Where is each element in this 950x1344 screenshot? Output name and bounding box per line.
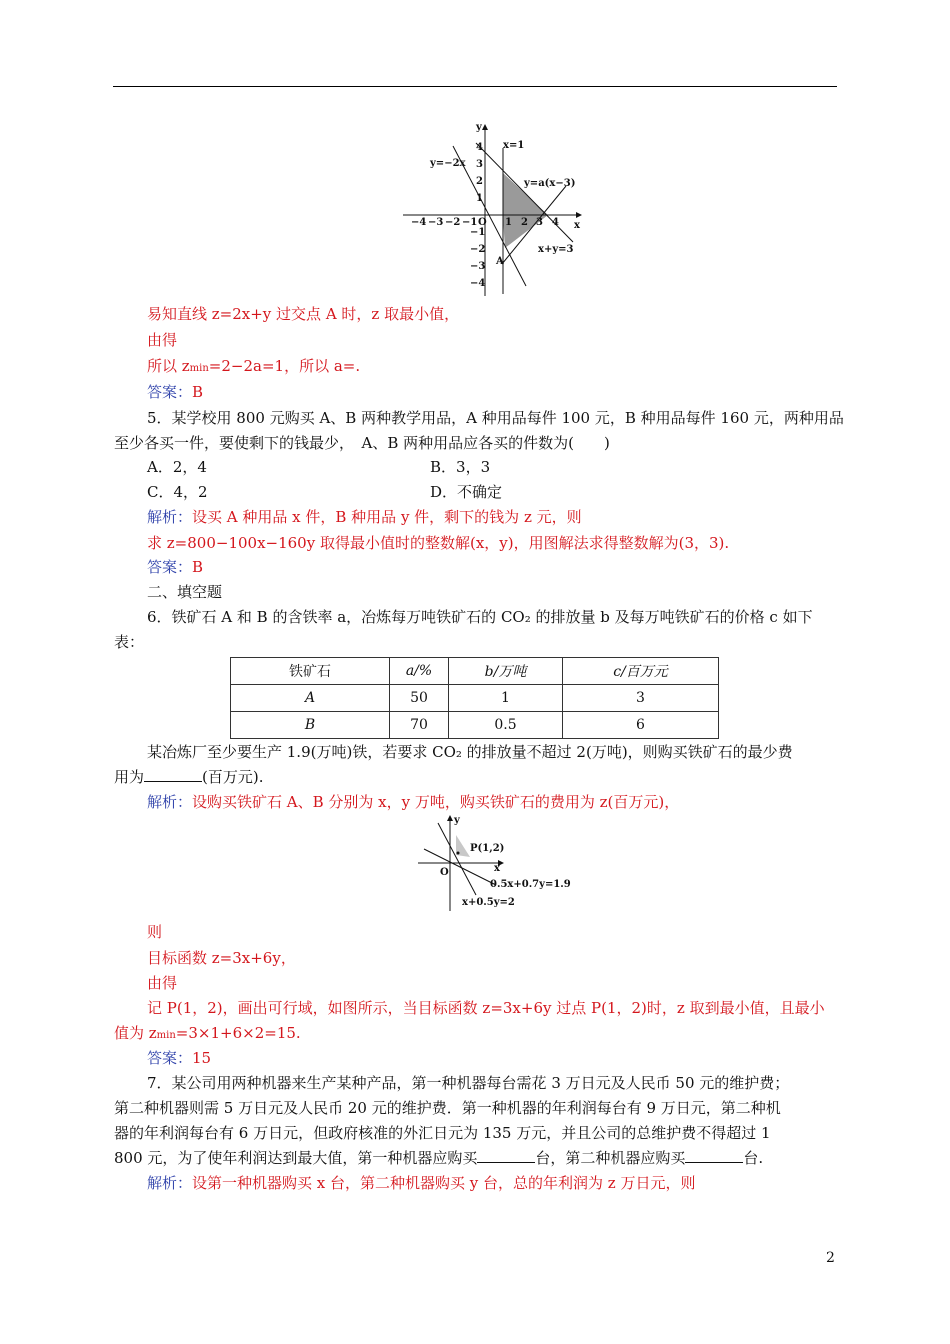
answer-blank[interactable] — [685, 1148, 743, 1163]
q6-sol-text: 值为 z — [114, 1024, 157, 1042]
table-cell: 0.5 — [449, 712, 563, 739]
q7-stem-line-3: 器的年利润每台有 6 万日元，但政府核准的外汇日元为 135 万元，并且公司的总维护费不得超过 1 — [114, 1124, 771, 1142]
q7-sol-text: 设第一种机器购买 x 台，第二种机器购买 y 台，总的年利润为 z 万日元，则 — [192, 1174, 696, 1192]
header-rule — [113, 86, 837, 87]
line-xy3-label: x+y=3 — [538, 244, 574, 255]
q5-sol-text: 设买 A 种用品 x 件，B 种用品 y 件，剩下的钱为 z 元，则 — [192, 508, 582, 526]
q6-after-line-2 — [114, 767, 264, 787]
q7-text: 台，第二种机器应购买 — [535, 1149, 686, 1167]
table-header-cell: a/% — [390, 658, 449, 685]
q7-text: 800 元，为了使年利润达到最大值，第一种机器应购买 — [114, 1149, 478, 1167]
y-tick: −1 — [470, 227, 486, 238]
origin-label: O — [440, 867, 449, 878]
q7-stem-line-4 — [114, 1148, 763, 1168]
table-header-cell: b/万吨 — [449, 658, 563, 685]
line-y-neg2x-label: y=−2x — [430, 158, 466, 169]
line2-label: x+0.5y=2 — [462, 897, 515, 908]
x-tick: −3 — [428, 217, 444, 228]
q6-sol-subscript: min — [156, 1030, 176, 1041]
table-row — [231, 712, 719, 739]
table-row — [231, 685, 719, 712]
q5-answer — [147, 557, 203, 577]
q5-stem-line-1: 5．某学校用 800 元购买 A、B 两种教学用品，A 种用品每件 100 元，B 种用品每件 160 元，两种用品 — [147, 409, 844, 427]
q6-after-line-1: 某冶炼厂至少要生产 1.9(万吨)铁，若要求 CO₂ 的排放量不超过 2(万吨)，则购买铁矿石的最少费 — [147, 743, 793, 761]
q6-solution-line-2: 则 — [147, 923, 163, 941]
q7-stem-line-2: 第二种机器则需 5 万日元及人民币 20 元的维护费．第一种机器的年利润每台有 9 万日元，第二种机 — [114, 1099, 781, 1117]
q5-stem-line-2: 至少各买一件，要使剩下的钱最少， A、B 两种用品应各买的件数为( ) — [114, 434, 610, 452]
q6-answer — [147, 1048, 211, 1068]
solution-label: 解析： — [147, 793, 193, 811]
solution-label: 解析： — [147, 1174, 193, 1192]
q6-solution-line-1 — [147, 792, 679, 812]
q6-text: 用为 — [114, 768, 145, 786]
table-cell: 6 — [563, 712, 719, 739]
y-tick: 3 — [476, 159, 483, 170]
y-tick: −3 — [470, 261, 486, 272]
q4-solution-line-3 — [147, 356, 360, 379]
q7-stem-line-1: 7．某公司用两种机器来生产某种产品，第一种机器每台需花 3 万日元及人民币 50 元的维护费； — [147, 1074, 790, 1092]
y-tick: 2 — [476, 176, 483, 187]
x-axis-label: x — [494, 863, 500, 874]
table-cell: 70 — [390, 712, 449, 739]
q5-solution-line-2: 求 z=800−100x−160y 取得最小值时的整数解(x，y)，用图解法求得整数解为(3，3). — [147, 534, 730, 552]
ore-table — [230, 657, 719, 739]
answer-value: B — [192, 558, 204, 576]
q6-solution-line-3: 目标函数 z=3x+6y， — [147, 949, 296, 967]
y-tick: −2 — [470, 244, 486, 255]
q6-sol-text: 设购买铁矿石 A、B 分别为 x，y 万吨，购买铁矿石的费用为 z(百万元)， — [192, 793, 680, 811]
q5-option-a: A．2，4 — [147, 458, 207, 476]
q4-answer — [147, 382, 203, 402]
table-cell: 50 — [390, 685, 449, 712]
x-tick: −2 — [445, 217, 461, 228]
q4-sol-text: =2−2a=1，所以 a=. — [208, 357, 361, 375]
q6-solution-line-6 — [114, 1023, 301, 1046]
x-tick: 2 — [521, 217, 528, 228]
page-number: 2 — [826, 1250, 835, 1266]
q6-stem-line-1: 6．铁矿石 A 和 B 的含铁率 a，冶炼每万吨铁矿石的 CO₂ 的排放量 b 及每万吨铁矿石的价格 c 如下 — [147, 608, 813, 626]
y-tick: −4 — [470, 278, 486, 289]
answer-label: 答案： — [147, 1049, 193, 1067]
section-heading: 二、填空题 — [147, 583, 223, 601]
feasible-region-figure-2 — [418, 813, 578, 913]
table-header-cell: 铁矿石 — [231, 658, 390, 685]
y-axis-label: y — [454, 815, 460, 826]
table-cell: B — [231, 712, 390, 739]
q7-text: 台. — [743, 1149, 764, 1167]
q6-sol-text: =3×1+6×2=15. — [175, 1024, 301, 1042]
x-tick: 4 — [552, 217, 559, 228]
table-cell: 1 — [449, 685, 563, 712]
x-axis-label: x — [574, 220, 580, 231]
q6-solution-line-5: 记 P(1，2)，画出可行域，如图所示，当目标函数 z=3x+6y 过点 P(1，2)时，z 取到最小值，且最小 — [147, 999, 825, 1017]
q6-solution-line-4: 由得 — [147, 974, 178, 992]
answer-label: 答案： — [147, 383, 193, 401]
x-tick: −1 — [462, 217, 478, 228]
x-tick: 3 — [536, 217, 543, 228]
q7-solution-line-1 — [147, 1173, 695, 1193]
line-x1-label: x=1 — [503, 140, 525, 151]
q5-option-d: D．不确定 — [430, 483, 503, 501]
answer-value: 15 — [192, 1049, 212, 1067]
table-header-cell: c/百万元 — [563, 658, 719, 685]
origin-label: O — [478, 217, 487, 228]
q5-option-b: B．3，3 — [430, 458, 491, 476]
answer-label: 答案： — [147, 558, 193, 576]
q5-option-c: C．4，2 — [147, 483, 208, 501]
x-tick: 1 — [505, 217, 512, 228]
table-cell: 3 — [563, 685, 719, 712]
x-tick: −4 — [411, 217, 427, 228]
q5-solution-line-1 — [147, 507, 582, 527]
q4-sol-subscript: min — [189, 363, 209, 374]
table-cell: A — [231, 685, 390, 712]
solution-label: 解析： — [147, 508, 193, 526]
line1-label: 0.5x+0.7y=1.9 — [490, 879, 571, 890]
q6-text: (百万元). — [202, 768, 264, 786]
feasible-region-figure-1 — [398, 118, 588, 298]
q4-sol-text: 所以 z — [147, 357, 190, 375]
y-tick: 4 — [476, 142, 483, 153]
answer-blank[interactable] — [144, 767, 202, 782]
line-ya-label: y=a(x−3) — [524, 178, 576, 189]
q4-solution-line-2: 由得 — [147, 331, 178, 349]
q6-stem-line-2: 表： — [114, 633, 145, 651]
point-a-label: A — [496, 256, 504, 267]
y-axis-label: y — [476, 122, 482, 133]
answer-value: B — [192, 383, 204, 401]
q4-solution-line-1: 易知直线 z=2x+y 过交点 A 时，z 取最小值， — [147, 305, 460, 323]
point-p-label: P(1,2) — [470, 843, 505, 854]
answer-blank[interactable] — [477, 1148, 535, 1163]
table-header-row — [231, 658, 719, 685]
y-tick: 1 — [476, 193, 483, 204]
